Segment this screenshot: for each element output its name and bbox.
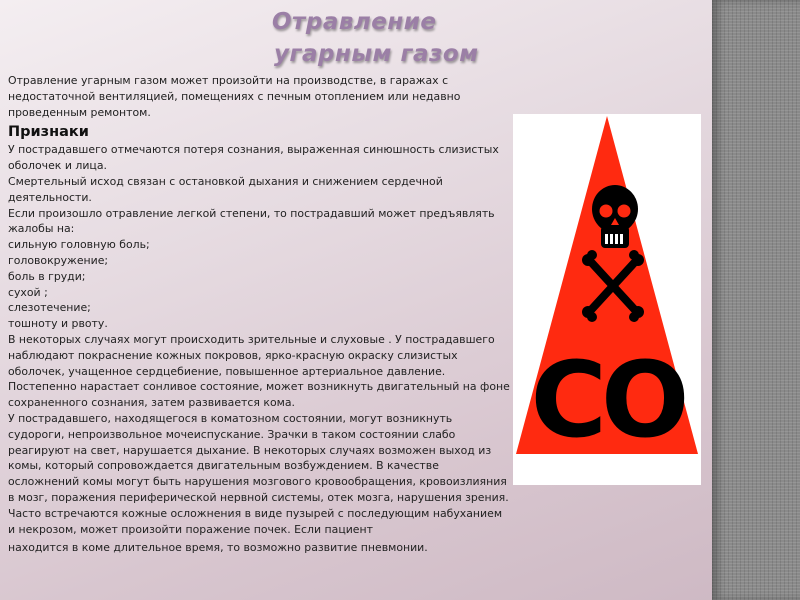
text-line: У пострадавшего отмечаются потеря сознания, выраженная синюшность слизистых оболочек и лица. xyxy=(8,143,499,173)
text-line: находится в коме длительное время, то возможно развитие пневмонии. xyxy=(8,541,428,555)
section-heading: Признаки xyxy=(8,124,89,141)
list-item: боль в груди; xyxy=(8,269,86,283)
co-label: CO xyxy=(530,339,684,461)
text-line: Если произошло отравление легкой степени, то пострадавший может предъявлять жалобы на: xyxy=(8,206,495,236)
co-warning-graphic xyxy=(513,114,701,485)
text-paragraph: У пострадавшего, находящегося в коматозном состоянии, могут возникнуть судороги, непроизвольное мочеиспускание. Зрачки в таком состоянии слабо реагируют на свет, нарушается дыхание. В некоторых случаях возможен выход из комы, который сопровождается двигательным возбуждением. В качестве осложнений комы могут быть нарушения мозгового кровообращения, кровоизлияния в мозг, поражения периферической нервной системы, отек мозга, нарушения зрения. xyxy=(8,411,509,504)
title-line-1: Отравление xyxy=(272,9,437,35)
list-item: головокружение; xyxy=(8,253,109,267)
article-body xyxy=(8,73,510,556)
text-paragraph: Часто встречаются кожные осложнения в виде пузырей с последующим набуханием и некрозом, может произойти поражение почек. Если пациент xyxy=(8,506,503,536)
list-item: тошноту и рвоту. xyxy=(8,317,108,331)
intro-paragraph: Отравление угарным газом может произойти на производстве, в гаражах с недостаточной вентиляцией, помещениях с печным отоплением или недавно проведенным ремонтом. xyxy=(8,74,461,119)
list-item: слезотечение; xyxy=(8,301,91,315)
list-item: сухой ; xyxy=(8,285,48,299)
title-line-2: угарным газом xyxy=(274,41,479,67)
decorative-side-strip xyxy=(712,0,800,600)
list-item: сильную головную боль; xyxy=(8,238,150,252)
co-warning-sign xyxy=(513,114,701,485)
text-paragraph: В некоторых случаях могут происходить зрительные и слуховые . У пострадавшего наблюдают покраснение кожных покровов, ярко-красную окраску слизистых оболочек, учащенное сердцебиение, повышенное артериальное давление. Постепенно нарастает сонливое состояние, может возникнуть двигательный на фоне сохраненного сознания, затем развивается кома. xyxy=(8,332,510,410)
text-line: Смертельный исход связан с остановкой дыхания и снижением сердечной деятельности. xyxy=(8,174,443,204)
page-title xyxy=(272,6,479,70)
